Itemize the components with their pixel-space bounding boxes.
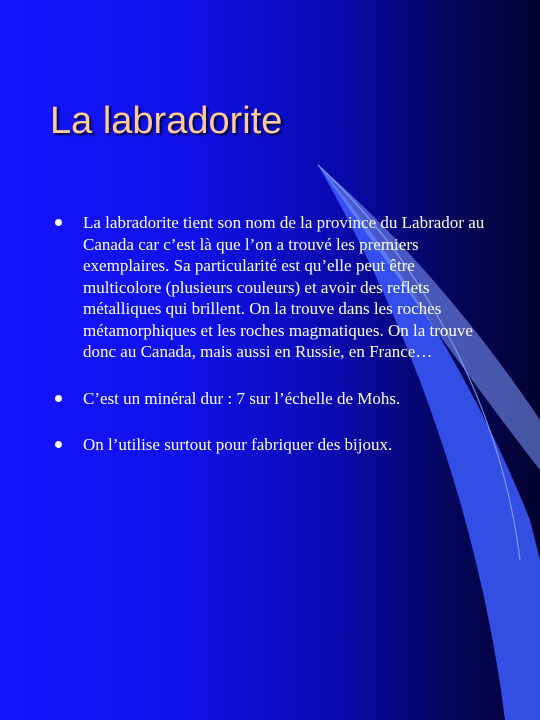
bullet-item bbox=[55, 388, 485, 410]
bullet-dot-icon bbox=[55, 395, 62, 402]
bullet-text: On l’utilise surtout pour fabriquer des bijoux. bbox=[83, 435, 393, 454]
bullet-list bbox=[55, 212, 485, 456]
bullet-dot-icon bbox=[55, 219, 62, 226]
slide-title: La labradorite bbox=[50, 100, 283, 142]
bullet-dot-icon bbox=[55, 441, 62, 448]
bullet-text: La labradorite tient son nom de la province du Labrador au Canada car c’est là que l’on a trouvé les premiers exemplaires. Sa particularité est qu’elle peut être multicolore (plusieurs couleurs) et avoir des reflets métalliques qui brillent. On la trouve dans les roches métamorphiques et les roches magmatiques. On la trouve donc au Canada, mais aussi en Russie, en France… bbox=[83, 213, 485, 361]
bullet-item bbox=[55, 212, 485, 363]
bullet-text: C’est un minéral dur : 7 sur l’échelle de Mohs. bbox=[83, 388, 401, 408]
bullet-item bbox=[55, 434, 485, 456]
